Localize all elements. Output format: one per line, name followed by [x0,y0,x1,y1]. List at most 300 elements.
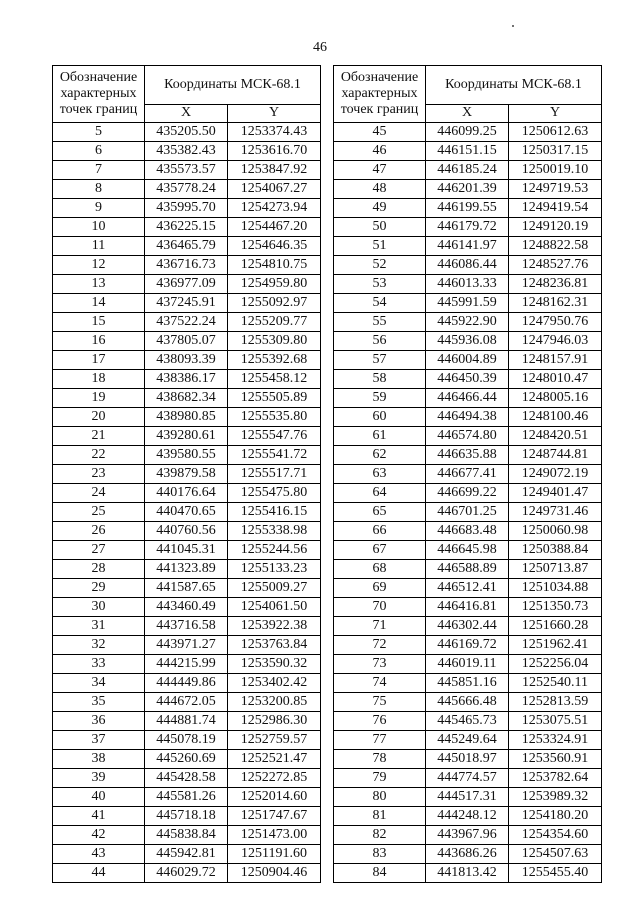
point-number-cell: 66 [334,522,426,541]
y-coordinate-cell: 1248420.51 [509,427,602,446]
coordinates-table-right [333,65,602,883]
y-coordinate-cell: 1250019.10 [509,161,602,180]
point-number-cell: 31 [53,617,145,636]
point-number-cell: 25 [53,503,145,522]
table-row [334,180,602,199]
point-number-cell: 80 [334,788,426,807]
y-coordinate-cell: 1253763.84 [228,636,321,655]
table-row [53,769,321,788]
header-point-designation: Обозначение характерных точек границ [53,66,145,123]
table-row [334,370,602,389]
x-coordinate-cell: 443460.49 [145,598,228,617]
x-coordinate-cell: 446086.44 [426,256,509,275]
y-coordinate-cell: 1252521.47 [228,750,321,769]
table-row [53,123,321,142]
point-number-cell: 45 [334,123,426,142]
point-number-cell: 84 [334,864,426,883]
header-point-designation: Обозначение характерных точек границ [334,66,426,123]
x-coordinate-cell: 445428.58 [145,769,228,788]
table-row [334,237,602,256]
x-coordinate-cell: 444215.99 [145,655,228,674]
x-coordinate-cell: 446179.72 [426,218,509,237]
point-number-cell: 81 [334,807,426,826]
x-coordinate-cell: 445838.84 [145,826,228,845]
table-row [334,161,602,180]
table-row [334,389,602,408]
point-number-cell: 39 [53,769,145,788]
x-coordinate-cell: 438980.85 [145,408,228,427]
table-row [334,465,602,484]
point-number-cell: 76 [334,712,426,731]
table-row [53,655,321,674]
y-coordinate-cell: 1253324.91 [509,731,602,750]
y-coordinate-cell: 1253402.42 [228,674,321,693]
table-row [53,674,321,693]
y-coordinate-cell: 1248005.16 [509,389,602,408]
table-row [334,807,602,826]
table-row [334,275,602,294]
y-coordinate-cell: 1248822.58 [509,237,602,256]
table-row [334,636,602,655]
y-coordinate-cell: 1255547.76 [228,427,321,446]
y-coordinate-cell: 1251747.67 [228,807,321,826]
x-coordinate-cell: 445018.97 [426,750,509,769]
scan-speck [512,25,514,27]
point-number-cell: 15 [53,313,145,332]
point-number-cell: 20 [53,408,145,427]
x-coordinate-cell: 446029.72 [145,864,228,883]
y-coordinate-cell: 1251962.41 [509,636,602,655]
x-coordinate-cell: 446645.98 [426,541,509,560]
y-coordinate-cell: 1254273.94 [228,199,321,218]
table-row [334,864,602,883]
point-number-cell: 38 [53,750,145,769]
x-coordinate-cell: 435778.24 [145,180,228,199]
y-coordinate-cell: 1252759.57 [228,731,321,750]
table-row [53,275,321,294]
y-coordinate-cell: 1249719.53 [509,180,602,199]
point-number-cell: 65 [334,503,426,522]
x-coordinate-cell: 444449.86 [145,674,228,693]
table-row [334,313,602,332]
point-number-cell: 6 [53,142,145,161]
x-coordinate-cell: 443971.27 [145,636,228,655]
y-coordinate-cell: 1248157.91 [509,351,602,370]
table-row [334,674,602,693]
y-coordinate-cell: 1253590.32 [228,655,321,674]
y-coordinate-cell: 1251350.73 [509,598,602,617]
x-coordinate-cell: 445718.18 [145,807,228,826]
x-coordinate-cell: 446019.11 [426,655,509,674]
y-coordinate-cell: 1252813.59 [509,693,602,712]
point-number-cell: 28 [53,560,145,579]
point-number-cell: 72 [334,636,426,655]
table-row [53,180,321,199]
x-coordinate-cell: 444774.57 [426,769,509,788]
y-coordinate-cell: 1250713.87 [509,560,602,579]
point-number-cell: 11 [53,237,145,256]
point-number-cell: 40 [53,788,145,807]
x-coordinate-cell: 435995.70 [145,199,228,218]
y-coordinate-cell: 1255505.89 [228,389,321,408]
table-row [334,408,602,427]
table-row [334,199,602,218]
x-coordinate-cell: 444672.05 [145,693,228,712]
table-row [334,427,602,446]
table-row [334,617,602,636]
x-coordinate-cell: 445465.73 [426,712,509,731]
coordinates-table-left [52,65,321,883]
y-coordinate-cell: 1255133.23 [228,560,321,579]
x-coordinate-cell: 446683.48 [426,522,509,541]
table-row [334,294,602,313]
x-coordinate-cell: 435382.43 [145,142,228,161]
x-coordinate-cell: 437805.07 [145,332,228,351]
table-row [53,807,321,826]
table-row [334,484,602,503]
y-coordinate-cell: 1251473.00 [228,826,321,845]
point-number-cell: 49 [334,199,426,218]
table-row [53,351,321,370]
table-row [53,218,321,237]
x-coordinate-cell: 438682.34 [145,389,228,408]
x-coordinate-cell: 445936.08 [426,332,509,351]
table-row [53,826,321,845]
table-body-right [334,123,602,883]
point-number-cell: 10 [53,218,145,237]
table-row [334,731,602,750]
table-row [334,503,602,522]
point-number-cell: 79 [334,769,426,788]
x-coordinate-cell: 446635.88 [426,446,509,465]
point-number-cell: 14 [53,294,145,313]
point-number-cell: 74 [334,674,426,693]
table-row [334,750,602,769]
y-coordinate-cell: 1253922.38 [228,617,321,636]
table-row [53,788,321,807]
point-number-cell: 17 [53,351,145,370]
x-coordinate-cell: 435205.50 [145,123,228,142]
point-number-cell: 7 [53,161,145,180]
point-number-cell: 48 [334,180,426,199]
point-number-cell: 52 [334,256,426,275]
table-row [53,636,321,655]
point-number-cell: 9 [53,199,145,218]
table-row [334,332,602,351]
table-row [53,750,321,769]
y-coordinate-cell: 1250060.98 [509,522,602,541]
x-coordinate-cell: 437245.91 [145,294,228,313]
point-number-cell: 42 [53,826,145,845]
y-coordinate-cell: 1248236.81 [509,275,602,294]
x-coordinate-cell: 446169.72 [426,636,509,655]
x-coordinate-cell: 441323.89 [145,560,228,579]
point-number-cell: 57 [334,351,426,370]
x-coordinate-cell: 446151.15 [426,142,509,161]
point-number-cell: 47 [334,161,426,180]
table-row [53,161,321,180]
table-row [334,541,602,560]
point-number-cell: 78 [334,750,426,769]
header-y: Y [228,104,321,122]
x-coordinate-cell: 446588.89 [426,560,509,579]
table-row [334,826,602,845]
point-number-cell: 83 [334,845,426,864]
y-coordinate-cell: 1249120.19 [509,218,602,237]
header-coordinates: Координаты МСК-68.1 [426,66,602,105]
x-coordinate-cell: 446201.39 [426,180,509,199]
table-row [53,712,321,731]
y-coordinate-cell: 1254467.20 [228,218,321,237]
x-coordinate-cell: 437522.24 [145,313,228,332]
page-number: 46 [313,40,327,55]
table-row [53,731,321,750]
header-x: X [145,104,228,122]
point-number-cell: 67 [334,541,426,560]
table-row [53,256,321,275]
point-number-cell: 60 [334,408,426,427]
x-coordinate-cell: 446574.80 [426,427,509,446]
point-number-cell: 54 [334,294,426,313]
y-coordinate-cell: 1253075.51 [509,712,602,731]
point-number-cell: 43 [53,845,145,864]
table-row [53,693,321,712]
y-coordinate-cell: 1250388.84 [509,541,602,560]
table-body-left [53,123,321,883]
table-row [334,788,602,807]
y-coordinate-cell: 1253616.70 [228,142,321,161]
x-coordinate-cell: 446199.55 [426,199,509,218]
table-row [53,199,321,218]
table-row [53,484,321,503]
point-number-cell: 26 [53,522,145,541]
point-number-cell: 71 [334,617,426,636]
point-number-cell: 22 [53,446,145,465]
point-number-cell: 12 [53,256,145,275]
y-coordinate-cell: 1248527.76 [509,256,602,275]
y-coordinate-cell: 1255092.97 [228,294,321,313]
x-coordinate-cell: 441045.31 [145,541,228,560]
table-row [334,560,602,579]
y-coordinate-cell: 1254810.75 [228,256,321,275]
table-row [53,294,321,313]
y-coordinate-cell: 1255541.72 [228,446,321,465]
table-row [53,503,321,522]
y-coordinate-cell: 1254646.35 [228,237,321,256]
point-number-cell: 63 [334,465,426,484]
x-coordinate-cell: 438093.39 [145,351,228,370]
point-number-cell: 82 [334,826,426,845]
point-number-cell: 16 [53,332,145,351]
point-number-cell: 8 [53,180,145,199]
y-coordinate-cell: 1255535.80 [228,408,321,427]
y-coordinate-cell: 1255475.80 [228,484,321,503]
point-number-cell: 50 [334,218,426,237]
table-row [53,332,321,351]
y-coordinate-cell: 1254180.20 [509,807,602,826]
y-coordinate-cell: 1249072.19 [509,465,602,484]
y-coordinate-cell: 1251034.88 [509,579,602,598]
table-row [334,351,602,370]
point-number-cell: 18 [53,370,145,389]
x-coordinate-cell: 445078.19 [145,731,228,750]
y-coordinate-cell: 1253560.91 [509,750,602,769]
point-number-cell: 19 [53,389,145,408]
table-row [53,408,321,427]
y-coordinate-cell: 1255392.68 [228,351,321,370]
y-coordinate-cell: 1255009.27 [228,579,321,598]
point-number-cell: 56 [334,332,426,351]
y-coordinate-cell: 1251191.60 [228,845,321,864]
y-coordinate-cell: 1254061.50 [228,598,321,617]
x-coordinate-cell: 446099.25 [426,123,509,142]
x-coordinate-cell: 446004.89 [426,351,509,370]
y-coordinate-cell: 1247946.03 [509,332,602,351]
table-row [53,560,321,579]
y-coordinate-cell: 1254959.80 [228,275,321,294]
x-coordinate-cell: 446701.25 [426,503,509,522]
table-row [334,845,602,864]
x-coordinate-cell: 438386.17 [145,370,228,389]
point-number-cell: 61 [334,427,426,446]
x-coordinate-cell: 444517.31 [426,788,509,807]
point-number-cell: 36 [53,712,145,731]
x-coordinate-cell: 443967.96 [426,826,509,845]
point-number-cell: 29 [53,579,145,598]
point-number-cell: 24 [53,484,145,503]
point-number-cell: 30 [53,598,145,617]
x-coordinate-cell: 440176.64 [145,484,228,503]
y-coordinate-cell: 1252256.04 [509,655,602,674]
table-row [53,522,321,541]
y-coordinate-cell: 1255517.71 [228,465,321,484]
header-coordinates: Координаты МСК-68.1 [145,66,321,105]
x-coordinate-cell: 439280.61 [145,427,228,446]
y-coordinate-cell: 1252986.30 [228,712,321,731]
table-row [53,598,321,617]
x-coordinate-cell: 445991.59 [426,294,509,313]
point-number-cell: 35 [53,693,145,712]
x-coordinate-cell: 435573.57 [145,161,228,180]
x-coordinate-cell: 436225.15 [145,218,228,237]
table-row [334,123,602,142]
table-row [53,142,321,161]
y-coordinate-cell: 1247950.76 [509,313,602,332]
x-coordinate-cell: 445922.90 [426,313,509,332]
y-coordinate-cell: 1253374.43 [228,123,321,142]
y-coordinate-cell: 1248744.81 [509,446,602,465]
point-number-cell: 5 [53,123,145,142]
table-row [53,427,321,446]
y-coordinate-cell: 1253200.85 [228,693,321,712]
y-coordinate-cell: 1253782.64 [509,769,602,788]
point-number-cell: 70 [334,598,426,617]
table-row [53,313,321,332]
y-coordinate-cell: 1252014.60 [228,788,321,807]
point-number-cell: 41 [53,807,145,826]
y-coordinate-cell: 1254507.63 [509,845,602,864]
y-coordinate-cell: 1252272.85 [228,769,321,788]
y-coordinate-cell: 1251660.28 [509,617,602,636]
point-number-cell: 77 [334,731,426,750]
point-number-cell: 44 [53,864,145,883]
x-coordinate-cell: 445851.16 [426,674,509,693]
y-coordinate-cell: 1248100.46 [509,408,602,427]
table-row [53,370,321,389]
table-row [53,465,321,484]
point-number-cell: 37 [53,731,145,750]
y-coordinate-cell: 1250612.63 [509,123,602,142]
table-row [334,769,602,788]
table-row [53,446,321,465]
x-coordinate-cell: 446466.44 [426,389,509,408]
y-coordinate-cell: 1250904.46 [228,864,321,883]
x-coordinate-cell: 436716.73 [145,256,228,275]
x-coordinate-cell: 443686.26 [426,845,509,864]
y-coordinate-cell: 1250317.15 [509,142,602,161]
y-coordinate-cell: 1255244.56 [228,541,321,560]
x-coordinate-cell: 445249.64 [426,731,509,750]
x-coordinate-cell: 436977.09 [145,275,228,294]
x-coordinate-cell: 445260.69 [145,750,228,769]
y-coordinate-cell: 1255455.40 [509,864,602,883]
table-row [53,389,321,408]
point-number-cell: 46 [334,142,426,161]
y-coordinate-cell: 1255338.98 [228,522,321,541]
x-coordinate-cell: 439580.55 [145,446,228,465]
y-coordinate-cell: 1255209.77 [228,313,321,332]
point-number-cell: 53 [334,275,426,294]
y-coordinate-cell: 1248010.47 [509,370,602,389]
x-coordinate-cell: 445942.81 [145,845,228,864]
table-row [334,218,602,237]
table-row [53,617,321,636]
point-number-cell: 62 [334,446,426,465]
point-number-cell: 68 [334,560,426,579]
x-coordinate-cell: 446699.22 [426,484,509,503]
point-number-cell: 32 [53,636,145,655]
point-number-cell: 34 [53,674,145,693]
point-number-cell: 51 [334,237,426,256]
table-row [334,579,602,598]
x-coordinate-cell: 441813.42 [426,864,509,883]
point-number-cell: 33 [53,655,145,674]
y-coordinate-cell: 1254067.27 [228,180,321,199]
x-coordinate-cell: 446141.97 [426,237,509,256]
x-coordinate-cell: 436465.79 [145,237,228,256]
table-row [334,522,602,541]
x-coordinate-cell: 446013.33 [426,275,509,294]
x-coordinate-cell: 445666.48 [426,693,509,712]
x-coordinate-cell: 446302.44 [426,617,509,636]
point-number-cell: 59 [334,389,426,408]
table-row [53,579,321,598]
header-x: X [426,104,509,122]
point-number-cell: 13 [53,275,145,294]
y-coordinate-cell: 1254354.60 [509,826,602,845]
y-coordinate-cell: 1249731.46 [509,503,602,522]
x-coordinate-cell: 446450.39 [426,370,509,389]
x-coordinate-cell: 443716.58 [145,617,228,636]
table-row [53,864,321,883]
y-coordinate-cell: 1255309.80 [228,332,321,351]
y-coordinate-cell: 1249419.54 [509,199,602,218]
x-coordinate-cell: 440470.65 [145,503,228,522]
point-number-cell: 69 [334,579,426,598]
table-row [334,142,602,161]
table-row [334,712,602,731]
point-number-cell: 23 [53,465,145,484]
